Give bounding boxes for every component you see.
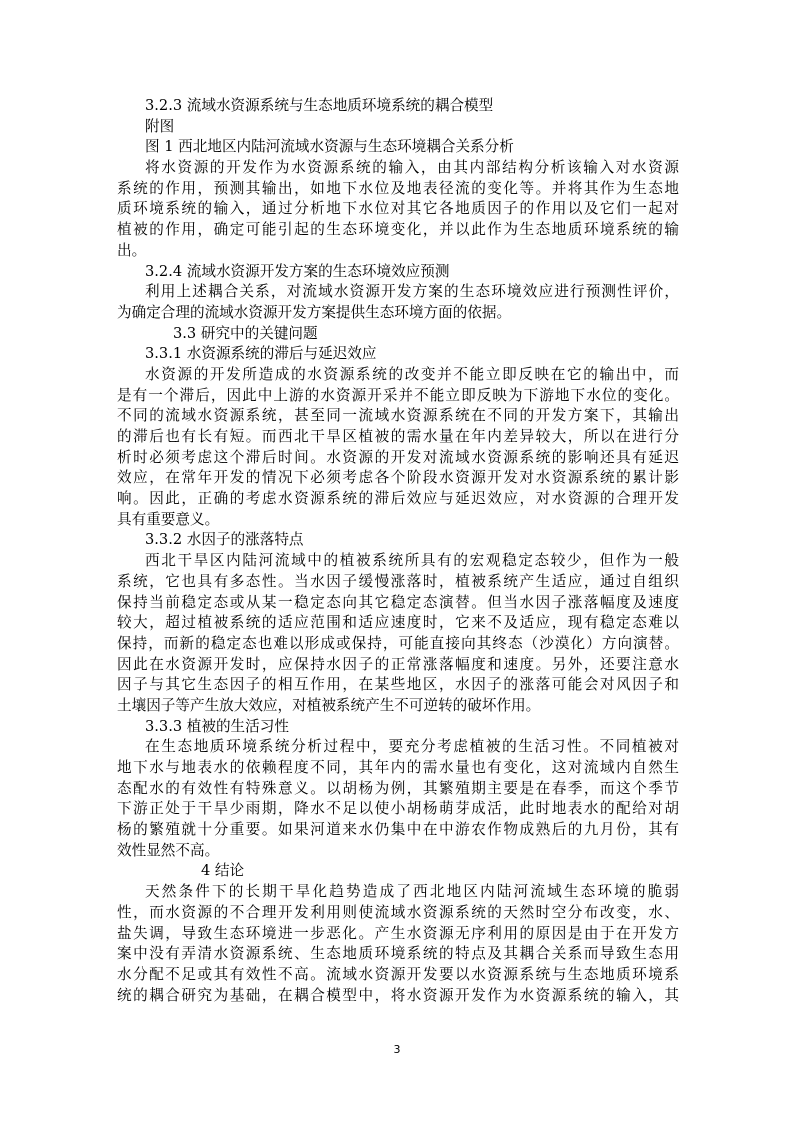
text-line: 水分配不足或其有效性不高。流域水资源开发要以水资源系统与生态地质环境系 <box>117 965 679 983</box>
text-line: 在生态地质环境系统分析过程中，要充分考虑植被的生活习性。不同植被对 <box>145 738 679 756</box>
text-line: 因子与其它生态因子的相互作用，在某些地区，水因子的涨落可能会对风因子和 <box>117 676 679 694</box>
text-line: 3.3.1 水资源系统的滞后与延迟效应 <box>145 345 377 363</box>
text-line: 性，而水资源的不合理开发利用则使流域水资源系统的天然时空分布改变，水、 <box>117 903 679 921</box>
text-line: 土壤因子等产生放大效应，对植被系统产生不可逆转的破坏作用。 <box>117 696 541 714</box>
text-line: 态配水的有效性有特殊意义。以胡杨为例，其繁殖期主要是在春季，而这个季节 <box>117 779 679 797</box>
document-body <box>117 96 679 1006</box>
text-line: 响。因此，正确的考虑水资源系统的滞后效应与延迟效应，对水资源的合理开发 <box>117 490 679 508</box>
text-line: 植被的作用，确定可能引起的生态环境变化，并以此作为生态地质环境系统的输 <box>117 221 679 239</box>
text-line: 3.3.3 植被的生活习性 <box>145 717 289 735</box>
text-line: 统的耦合研究为基础，在耦合模型中，将水资源开发作为水资源系统的输入，其 <box>117 986 679 1004</box>
text-line: 3.3 研究中的关键问题 <box>173 324 318 342</box>
text-line: 将水资源的开发作为水资源系统的输入，由其内部结构分析该输入对水资源 <box>145 159 679 177</box>
text-line: 不同的流域水资源系统，甚至同一流域水资源系统在不同的开发方案下，其输出 <box>117 407 679 425</box>
text-line: 地下水与地表水的依赖程度不同，其年内的需水量也有变化，这对流域内自然生 <box>117 759 679 776</box>
text-line: 是有一个滞后，因此中上游的水资源开采并不能立即反映为下游地下水位的变化。 <box>117 386 679 404</box>
text-line: 出。 <box>117 241 147 259</box>
text-line: 系统的作用，预测其输出，如地下水位及地表径流的变化等。并将其作为生态地 <box>117 179 679 197</box>
text-line: 系统，它也具有多态性。当水因子缓慢涨落时，植被系统产生适应，通过自组织 <box>117 572 679 590</box>
text-line: 为确定合理的流域水资源开发方案提供生态环境方面的依据。 <box>117 303 512 321</box>
text-line: 盐失调，导致生态环境进一步恶化。产生水资源无序利用的原因是由于在开发方 <box>117 924 679 942</box>
text-line: 水资源的开发所造成的水资源系统的改变并不能立即反映在它的输出中，而 <box>145 365 679 383</box>
text-line: 天然条件下的长期干旱化趋势造成了西北地区内陆河流域生态环境的脆弱 <box>145 883 679 901</box>
text-line: 西北干旱区内陆河流域中的植被系统所具有的宏观稳定态较少，但作为一般 <box>145 552 679 570</box>
text-line: 的滞后也有长有短。而西北干旱区植被的需水量在年内差异较大，所以在进行分 <box>117 428 679 445</box>
text-line: 下游正处于干旱少雨期，降水不足以使小胡杨萌芽成活，此时地表水的配给对胡 <box>117 800 679 818</box>
text-line: 质环境系统的输入，通过分析地下水位对其它各地质因子的作用以及它们一起对 <box>117 200 679 218</box>
text-line: 3.3.2 水因子的涨落特点 <box>145 531 304 549</box>
text-line: 利用上述耦合关系，对流域水资源开发方案的生态环境效应进行预测性评价， <box>145 283 679 301</box>
text-line: 具有重要意义。 <box>117 510 220 528</box>
text-line: 图 1 西北地区内陆河流域水资源与生态环境耦合关系分析 <box>145 138 514 156</box>
text-line: 效应，在常年开发的情况下必须考虑各个阶段水资源开发对水资源系统的累计影 <box>117 469 679 487</box>
text-line: 效性显然不高。 <box>117 841 220 859</box>
text-line: 析时必须考虑这个滞后时间。水资源的开发对流域水资源系统的影响还具有延迟 <box>117 448 679 466</box>
text-line: 案中没有弄清水资源系统、生态地质环境系统的特点及其耦合关系而导致生态用 <box>117 945 679 963</box>
text-line: 杨的繁殖就十分重要。如果河道来水仍集中在中游农作物成熟后的九月份，其有 <box>117 821 679 839</box>
text-line: 3.2.4 流域水资源开发方案的生态环境效应预测 <box>145 262 450 280</box>
text-line: 较大，超过植被系统的适应范围和适应速度时，它来不及适应，现有稳定态难以 <box>117 614 679 632</box>
text-line: 保持当前稳定态或从某一稳定态向其它稳定态演替。但当水因子涨落幅度及速度 <box>117 593 679 611</box>
text-line: 保持，而新的稳定态也难以形成或保持，可能直接向其终态（沙漠化）方向演替。 <box>117 634 679 652</box>
text-line: 3.2.3 流域水资源系统与生态地质环境系统的耦合模型 <box>145 97 494 114</box>
text-line: 附图 <box>145 117 175 135</box>
text-line: 4 结论 <box>201 862 245 880</box>
page-number: 3 <box>393 1043 401 1056</box>
text-line: 因此在水资源开发时，应保持水因子的正常涨落幅度和速度。另外，还要注意水 <box>117 655 679 673</box>
